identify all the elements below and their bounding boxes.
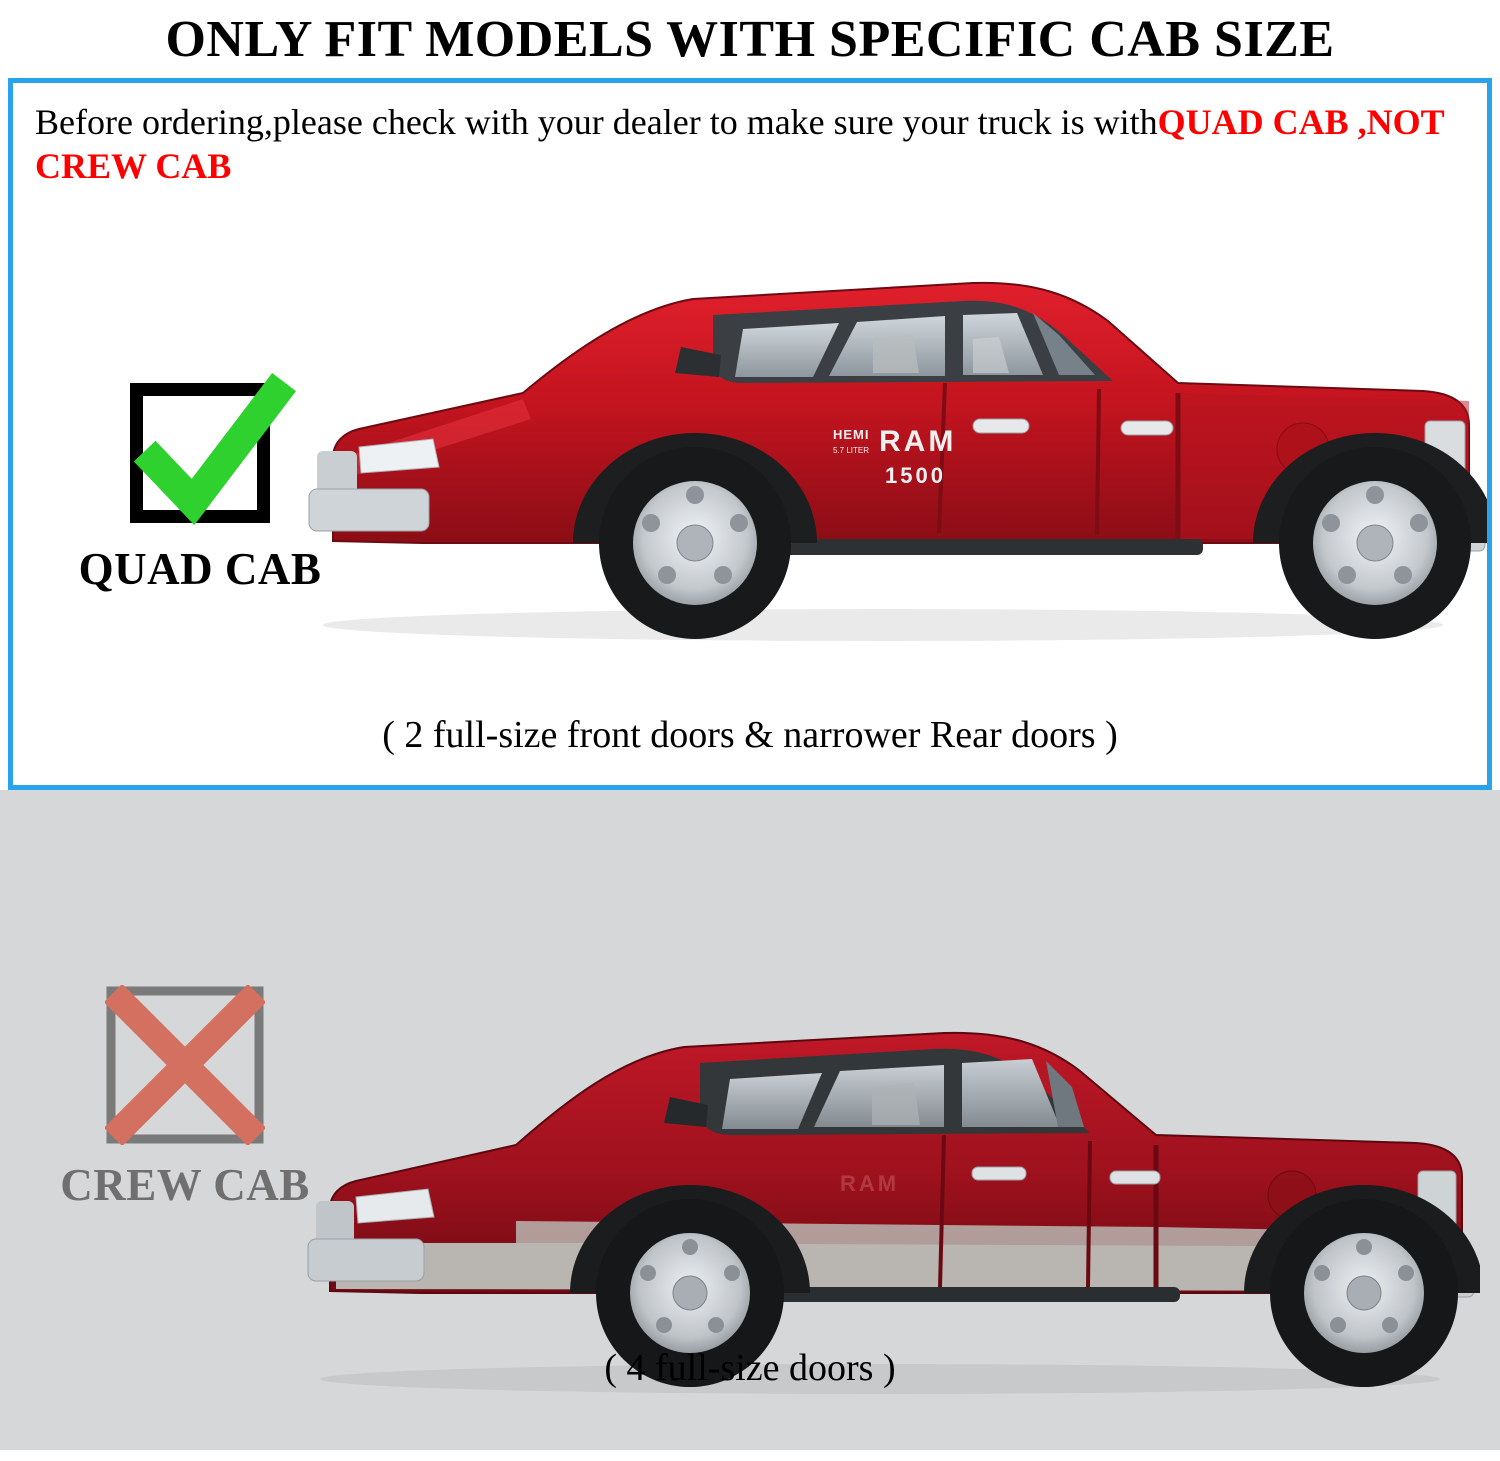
x-mark-box bbox=[105, 985, 265, 1145]
ordering-notice bbox=[13, 83, 1487, 189]
quad-cab-panel bbox=[8, 78, 1492, 790]
crew-cab-label: CREW CAB bbox=[60, 1160, 310, 1210]
header-banner bbox=[0, 0, 1500, 78]
crew-cab-panel bbox=[0, 790, 1500, 1450]
x-mark-icon bbox=[105, 985, 265, 1145]
notice-warning-text: QUAD CAB ,NOT CREW CAB bbox=[35, 102, 1444, 186]
svg-text:1500: 1500 bbox=[885, 463, 946, 488]
crew-cab-badge bbox=[55, 985, 315, 1211]
quad-cab-label: QUAD CAB bbox=[78, 544, 322, 594]
quad-cab-caption: ( 2 full-size front doors & narrower Rear doors ) bbox=[382, 714, 1118, 756]
quad-cab-badge bbox=[75, 383, 325, 595]
svg-text:RAM: RAM bbox=[879, 425, 957, 458]
svg-text:5.7 LITER: 5.7 LITER bbox=[833, 446, 870, 455]
svg-text:RAM: RAM bbox=[840, 1171, 900, 1196]
page-title: ONLY FIT MODELS WITH SPECIFIC CAB SIZE bbox=[165, 10, 1335, 68]
checkbox-outline bbox=[130, 383, 270, 523]
checkmark-icon bbox=[119, 366, 309, 556]
svg-text:HEMI: HEMI bbox=[833, 427, 870, 442]
quad-cab-truck-image bbox=[273, 243, 1492, 663]
notice-prefix-text: Before ordering,please check with your dealer to make sure your truck is with bbox=[35, 102, 1158, 142]
crew-cab-caption: ( 4 full-size doors ) bbox=[604, 1347, 896, 1389]
